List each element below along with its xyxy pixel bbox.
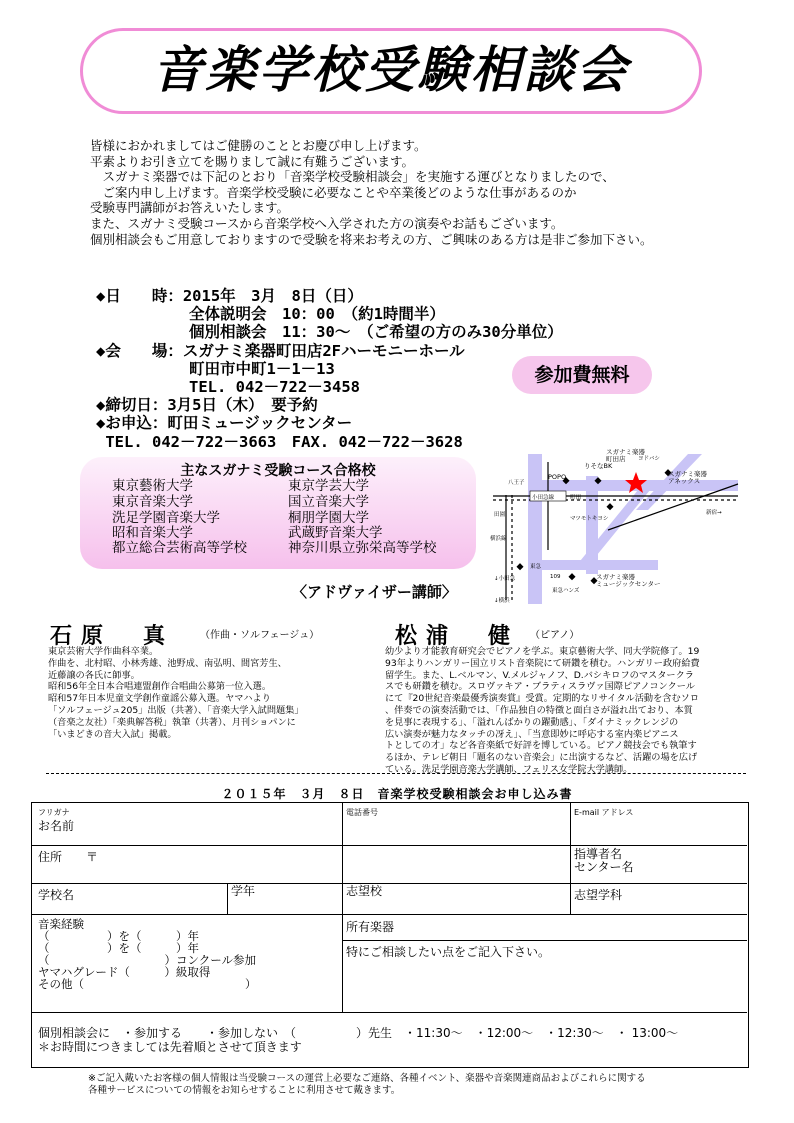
bio-line: 近藤譲の各氏に師事。 [48,669,140,681]
name-field[interactable] [92,817,336,841]
form-rule [32,914,747,915]
cut-line [46,773,746,774]
form-title: ２０１５年 ３月 ８日 音楽学校受験相談会お申し込み書 [221,787,573,801]
event-address: 町田市中町1－1－13 [96,359,335,378]
bio-line: 作曲を、北村昭、小林秀雄、池野成、南弘明、間宮芳生、 [48,657,287,669]
instructor-field[interactable] [652,849,742,879]
first-come-note: ＊お時間につきましては先着順とさせて頂きます [38,1040,302,1054]
privacy-line: 各種サービスについての情報をお知らせすることに利用させて戴きます。 [88,1085,401,1096]
experience-line: ヤマハグレード（ ）級取得 [38,965,211,979]
advisor-bio [385,646,700,776]
form-rule [227,883,228,914]
bio-line: スでも研鑽を積む。スロヴァキア・ブラティスラヴァ国際ピアノコンクール [385,681,695,693]
consult-label: 特にご相談したい点をご記入下さい。 [346,945,551,959]
intro-line: スガナミ楽器では下記のとおり「音楽学校受験相談会」を実施する運びとなりましたので、 [90,169,615,185]
advisor-role: （作曲・ソルフェージュ） [200,630,320,641]
school-item: 東京学芸大学 [288,478,369,494]
map-label-odakyu: 小田急線 [532,495,555,501]
event-tel: TEL. 042－722－3458 [96,378,360,397]
access-map [488,440,748,610]
intro-text [90,138,770,247]
map-label-rail: 横浜線 [490,536,507,542]
event-session-individual: 個別相談会 11：30～ （ご希望の方のみ30分単位） [96,323,563,342]
advisor-role: （ピアノ） [530,630,580,641]
bio-line: 昭和56年全日本合唱連盟創作合唱曲公募第一位入選。 [48,681,272,693]
bio-line: るほか、テレビ朝日「題名のない音楽会」に出演するなど、活躍の場を広げ [385,752,698,764]
school-name-label: 学校名 [38,888,75,902]
advisor-name: 松浦 健 [395,624,520,649]
experience-line: （ ）を（ ）年 [38,929,199,943]
bio-line: 昭和57年日本児童文学創作童謡公募入選。ヤマハより [48,693,271,705]
map-label-matsukiyo: マツモトキヨシ [570,516,609,522]
application-form [31,802,749,1068]
event-apply-contact: TEL. 042－722－3663 FAX. 042－722－3628 [96,432,463,451]
grade-label: 学年 [231,884,256,898]
bio-line: 93年よりハンガリー国立リスト音楽院にて研鑽を積む。ハンガリー政府給費 [385,657,700,669]
map-label-risona: りそなBK [584,462,613,470]
form-rule [32,883,747,884]
map-label-tokyu: 東急 [530,564,542,570]
map-road [528,454,542,604]
target-school-label: 志望校 [346,884,383,898]
advisor-bio [48,646,304,740]
event-venue: ◆会 場：スガナミ楽器町田店2Fハーモニーホール [96,341,465,360]
form-rule [342,803,343,1012]
form-rule [342,940,747,941]
form-rule [570,803,571,914]
school-item: 国立音楽大学 [288,494,369,510]
bio-line: 、伴奏での演奏活動では、「作品独自の特徴と面白さが溢れ出ており、本質 [385,704,693,716]
school-item: 昭和音楽大学 [112,525,193,541]
intro-line: 個別相談会もご用意しておりますので受験を将来お考えの方、ご興味のある方は是非ご参加下さい。 [90,231,653,247]
school-item: 東京音楽大学 [112,494,193,510]
furigana-label: フリガナ [38,808,70,817]
school-item: 武蔵野音楽大学 [288,525,383,541]
school-box-heading: 主なスガナミ受験コース合格校 [180,463,376,479]
email-label: E-mail アドレス [574,808,634,817]
map-road [528,560,658,570]
map-label-shinjuku: 新宿→ [706,510,722,516]
experience-label: 音楽経験 [38,917,84,931]
instrument-field[interactable] [412,917,742,937]
intro-line: ご案内申し上げます。音楽学校受験に必要なことや卒業後どのような仕事があるのか [90,184,577,200]
privacy-note [88,1073,646,1097]
target-dept-field[interactable] [632,887,742,911]
school-item: 神奈川県立弥栄高等学校 [288,540,437,556]
advisor-name: 石原 真 [50,624,175,649]
target-dept-label: 志望学科 [574,888,623,902]
map-label-music-center: スガナミ楽器ミュージックセンター [596,573,661,588]
event-details [96,287,563,451]
address-field[interactable] [132,849,562,879]
experience-line: （ ）を（ ）年 [38,941,199,955]
school-item: 都立総合芸術高等学校 [112,540,247,556]
landmark-marker-icon [516,563,523,570]
individual-session-line: 個別相談会に ・参加する ・参加しない （ ）先生 ・11:30～ ・12:00～ ・12:30～ ・ 13:00～ [38,1026,679,1040]
bio-line: 東京芸術大学作曲科卒業。 [48,646,159,657]
grade-field[interactable] [262,887,338,911]
form-rule [32,845,747,846]
email-field[interactable] [574,819,742,841]
free-fee-badge: 参加費無料 [512,356,652,394]
event-session-general: 全体説明会 10：00 （約1時間半） [96,305,445,324]
school-item: 桐朋学園大学 [288,510,369,526]
map-label-yokohama: ↓横浜 [494,598,510,604]
phone-label: 電話番号 [346,808,378,817]
map-label-popo: POPO [548,473,567,481]
map-label-annex: スガナミ楽器アネックス [668,470,707,485]
privacy-line: ※ご記入戴いたお客様の個人情報は当受験コースの運営上必要なご連絡、各種イベント、楽器や音楽関連商品およびこれらに関する [88,1073,646,1084]
phone-field[interactable] [346,819,564,841]
map-label-tokyu-hands: 東急ハンズ [552,588,580,594]
experience-line: その他（ ） [38,977,257,991]
bio-line: にて『20世紀音楽最優秀演奏賞』受賞。定期的なリサイタル活動を含むソロ [385,693,700,705]
bio-line: 幼少より才能教育研究会でピアノを学ぶ。東京藝術大学、同大学院修了。19 [385,646,700,657]
map-label-denen: 田園 [494,512,506,518]
event-date: ◆日 時：2015年 3月 8日（日） [96,287,363,305]
bio-line: トとしての才」など各音楽紙で好評を博している。ピアノ競技会でも執筆す [385,740,697,752]
instrument-label: 所有楽器 [346,920,395,934]
map-label-109: 109 [550,574,561,580]
intro-line: 受験専門講師がお答えいたします。 [90,200,290,216]
event-apply: ◆お申込：町田ミュージックセンター [96,414,353,433]
landmark-marker-icon [606,503,613,510]
advisors-heading: 〈アドヴァイザー講師〉 [292,583,457,601]
bio-line: ている。洗足学園音楽大学講師、フェリス女学院大学講師。 [385,763,633,775]
map-label-yodobashi: ヨドバシ [638,456,660,462]
landmark-marker-icon [568,573,575,580]
bio-line: 「ソルフェージュ205」出版（共著）、「音楽大学入試問題集」 [48,704,304,716]
intro-line: また、スガナミ受験コースから音楽学校へ入学された方の演奏やお話もございます。 [90,215,564,231]
map-label-hachioji: 八王子 [508,480,525,486]
bio-line: （音楽之友社）「楽典解答税」執筆（共著）、月刊ショパンに [48,716,296,728]
form-rule [32,1012,747,1013]
page-title: 音楽学校受験相談会 [152,41,630,99]
instructor-label: 指導者名 [574,847,623,861]
consult-field[interactable] [346,963,742,1009]
bio-line: 「いまどきの音大入試」掲載。 [48,728,177,740]
bio-line: を見事に表現する」、「溢れんばかりの躍動感」、「ダイナミックレンジの [385,716,679,728]
name-label: お名前 [38,819,75,833]
intro-line: 平素よりお引き立てを賜りまして誠に有難うございます。 [90,153,415,169]
bio-line: 広い演奏が魅力なタッチの冴え」、「当意即妙に呼応する室内楽ピアニス [385,728,679,740]
center-label: センター名 [574,860,634,874]
map-label-odakyu-v: ↓小田急 [494,576,516,582]
experience-line: （ ）コンクール参加 [38,953,257,967]
target-school-field[interactable] [392,887,566,911]
school-item: 洗足学園音楽大学 [112,510,220,526]
bio-line: 留学生。また、L.ベルマン、V.メルジャノフ、D.バシキロフのマスタークラ [385,669,694,681]
school-name-field[interactable] [92,887,222,911]
intro-line: 皆様におかれましてはご健勝のこととお慶び申し上げます。 [90,138,427,153]
school-item: 東京藝術大学 [112,478,193,494]
map-label-machida: 町田 [570,495,582,501]
event-deadline: ◆締切日：3月5日（木） 要予約 [96,396,318,415]
address-label: 住所 〒 [38,850,99,864]
map-label-store: スガナミ楽器町田店 [606,448,645,463]
